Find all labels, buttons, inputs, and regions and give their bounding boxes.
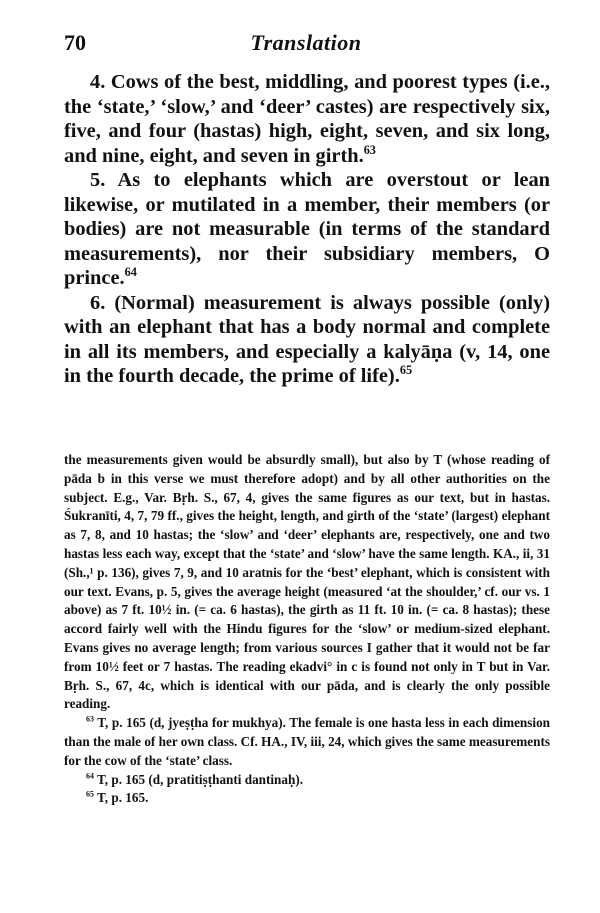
footnote-number: 63: [86, 714, 94, 724]
footnote-number: 64: [86, 771, 94, 781]
footnote-63: [64, 714, 550, 770]
note-reference: 64: [124, 265, 137, 280]
paragraph-text: 5. As to elephants which are overstout or lean likewise, or mutilated in a member, their members (or bodies) are not measurable (in terms of the standard measurements), nor their subsidiary members, O prince.: [64, 169, 550, 289]
page-header: [64, 30, 548, 60]
paragraph-verse-6: [64, 291, 550, 389]
main-text: [64, 70, 550, 389]
note-reference: 65: [399, 363, 413, 378]
footnote-text: T, p. 165 (d, jyeṣṭha for mukhya). The female is one hasta less in each dimension than the male of her own class. Cf. HA., IV, iii, 24, which gives the same measurements for the cow of the ‘state’ class.: [64, 715, 550, 768]
paragraph-verse-4: [64, 70, 550, 168]
paragraph-text: 6. (Normal) measurement is always possible (only) with an elephant that has a body normal and complete in all its members, and especially a kalyāṇa (v, 14, one in the fourth decade, the prime of life).: [64, 291, 550, 387]
footnotes-section: [64, 451, 550, 808]
note-reference: 63: [363, 142, 376, 157]
paragraph-text: 4. Cows of the best, middling, and poorest types (i.e., the ‘state,’ ‘slow,’ and ‘deer’ castes) are respectively six, five, and four (hastas) high, eight, seven, and six long, and nine, eight, and seven in girth.: [64, 71, 550, 167]
footnote-64: [64, 771, 550, 790]
continued-footnote: the measurements given would be absurdly small), but also by T (whose reading of pāda b in this verse we must therefore adopt) and by all other authorities on the subject. E.g., Var. Bṛh. S., 67, 4, gives the same figures as our text, but in hastas. Śukranīti, 4, 7, 79 ff., gives the height, length, and girth of the ‘state’ (largest) elephant as 7, 8, and 10 hastas; the ‘slow’ and ‘deer’ elephants are, respectively, one and two hastas less each way, except that the ‘state’ and ‘slow’ have the same length. KA., ii, 31 (Sh.,¹ p. 136), gives 7, 9, and 10 aratnis for the ‘best’ elephant, which is consistent with our text. Evans, p. 5, gives the average height (measured ‘at the shoulder,’ cf. our vs. 1 above) as 7 ft. 10½ in. (= ca. 6 hastas), the girth as 11 ft. 10 in. (= ca. 8 hastas); these accord fairly well with the Hindu figures for the ‘slow’ or medium-sized elephant. Evans gives no average length; from various sources I gather that it would not be far from 10½ feet or 7 hastas. The reading ekadvi° in c is found not only in T but in Var. Bṛh. S., 67, 4c, which is identical with our pāda, and is clearly the only possible reading.: [64, 452, 550, 712]
footnote-number: 65: [86, 789, 94, 799]
footnote-text: T, p. 165 (d, pratitiṣṭhanti dantinaḥ).: [96, 771, 304, 787]
footnote-65: [64, 789, 550, 808]
paragraph-verse-5: [64, 168, 550, 291]
running-title: Translation: [250, 30, 362, 55]
footnote-text: T, p. 165.: [96, 790, 149, 806]
page-number: 70: [64, 30, 86, 55]
